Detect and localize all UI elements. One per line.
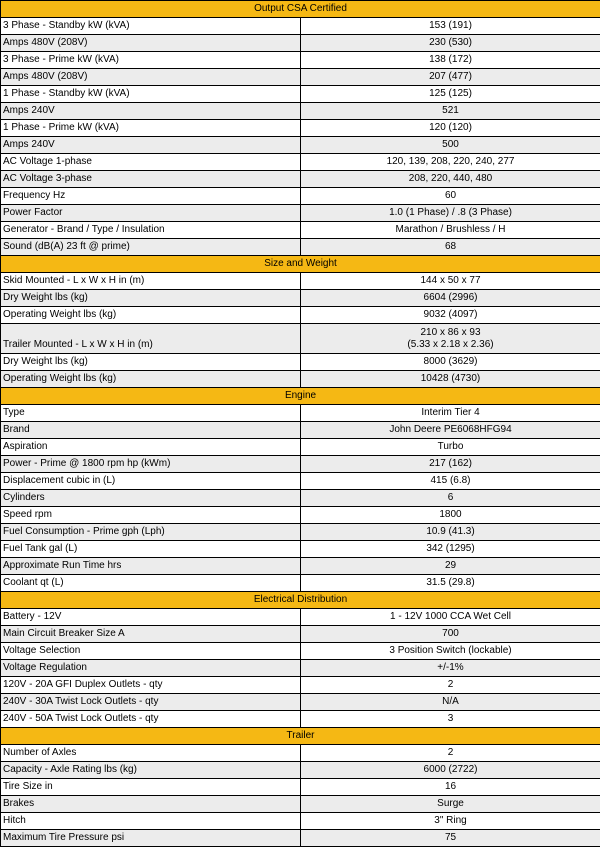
spec-value: 125 (125) <box>301 86 600 103</box>
section-title: Engine <box>1 388 600 405</box>
spec-label: Power - Prime @ 1800 rpm hp (kWm) <box>1 456 301 473</box>
table-row <box>1 290 600 307</box>
table-row <box>1 745 600 762</box>
spec-label: Voltage Selection <box>1 643 301 660</box>
spec-label: Amps 240V <box>1 137 301 154</box>
spec-value: 3 Position Switch (lockable) <box>301 643 600 660</box>
section-header-row <box>1 1 600 18</box>
table-row <box>1 796 600 813</box>
spec-label: Power Factor <box>1 205 301 222</box>
table-row <box>1 405 600 422</box>
table-row <box>1 69 600 86</box>
spec-value: 16 <box>301 779 600 796</box>
spec-value: 10428 (4730) <box>301 371 600 388</box>
spec-label: 3 Phase - Standby kW (kVA) <box>1 18 301 35</box>
spec-label: Amps 480V (208V) <box>1 69 301 86</box>
table-row <box>1 779 600 796</box>
spec-label: Voltage Regulation <box>1 660 301 677</box>
spec-value: Surge <box>301 796 600 813</box>
table-row <box>1 711 600 728</box>
spec-value: 120, 139, 208, 220, 240, 277 <box>301 154 600 171</box>
spec-value <box>301 324 600 354</box>
table-row <box>1 154 600 171</box>
spec-label: 240V - 30A Twist Lock Outlets - qty <box>1 694 301 711</box>
spec-value: 1800 <box>301 507 600 524</box>
table-row <box>1 456 600 473</box>
spec-value: 1 - 12V 1000 CCA Wet Cell <box>301 609 600 626</box>
spec-label: Sound (dB(A) 23 ft @ prime) <box>1 239 301 256</box>
spec-label: Brand <box>1 422 301 439</box>
spec-label: Generator - Brand / Type / Insulation <box>1 222 301 239</box>
spec-value: Marathon / Brushless / H <box>301 222 600 239</box>
spec-label: Approximate Run Time hrs <box>1 558 301 575</box>
spec-value: 120 (120) <box>301 120 600 137</box>
spec-label: Operating Weight lbs (kg) <box>1 371 301 388</box>
spec-value: 207 (477) <box>301 69 600 86</box>
table-row <box>1 626 600 643</box>
spec-value: +/-1% <box>301 660 600 677</box>
spec-value: 10.9 (41.3) <box>301 524 600 541</box>
section-header-row <box>1 592 600 609</box>
spec-label: Tire Size in <box>1 779 301 796</box>
spec-value: 68 <box>301 239 600 256</box>
spec-value: 500 <box>301 137 600 154</box>
spec-value: 415 (6.8) <box>301 473 600 490</box>
spec-label: Displacement cubic in (L) <box>1 473 301 490</box>
section-title: Trailer <box>1 728 600 745</box>
spec-value-line: 210 x 86 x 93 <box>303 327 598 339</box>
table-row <box>1 524 600 541</box>
spec-label: AC Voltage 3-phase <box>1 171 301 188</box>
spec-value: 2 <box>301 745 600 762</box>
spec-value: 217 (162) <box>301 456 600 473</box>
spec-value: 31.5 (29.8) <box>301 575 600 592</box>
table-row <box>1 830 600 847</box>
spec-label: 120V - 20A GFI Duplex Outlets - qty <box>1 677 301 694</box>
section-title: Electrical Distribution <box>1 592 600 609</box>
spec-label: Skid Mounted - L x W x H in (m) <box>1 273 301 290</box>
spec-label: AC Voltage 1-phase <box>1 154 301 171</box>
spec-label: Aspiration <box>1 439 301 456</box>
table-row <box>1 609 600 626</box>
table-row <box>1 120 600 137</box>
spec-label: Main Circuit Breaker Size A <box>1 626 301 643</box>
table-row <box>1 35 600 52</box>
spec-value: N/A <box>301 694 600 711</box>
spec-label: 3 Phase - Prime kW (kVA) <box>1 52 301 69</box>
section-title: Output CSA Certified <box>1 1 600 18</box>
spec-label: Coolant qt (L) <box>1 575 301 592</box>
spec-label: Cylinders <box>1 490 301 507</box>
spec-label: Fuel Consumption - Prime gph (Lph) <box>1 524 301 541</box>
table-row <box>1 188 600 205</box>
spec-label: Dry Weight lbs (kg) <box>1 290 301 307</box>
table-row <box>1 86 600 103</box>
spec-label: 240V - 50A Twist Lock Outlets - qty <box>1 711 301 728</box>
table-row <box>1 575 600 592</box>
spec-value: 75 <box>301 830 600 847</box>
spec-label: Amps 240V <box>1 103 301 120</box>
table-row <box>1 473 600 490</box>
spec-value: 6604 (2996) <box>301 290 600 307</box>
spec-value: 8000 (3629) <box>301 354 600 371</box>
spec-value: John Deere PE6068HFG94 <box>301 422 600 439</box>
spec-value: 153 (191) <box>301 18 600 35</box>
section-header-row <box>1 388 600 405</box>
spec-value: Turbo <box>301 439 600 456</box>
table-row <box>1 558 600 575</box>
spec-value: 9032 (4097) <box>301 307 600 324</box>
spec-value: 521 <box>301 103 600 120</box>
spec-value: 230 (530) <box>301 35 600 52</box>
spec-label: Amps 480V (208V) <box>1 35 301 52</box>
table-row <box>1 694 600 711</box>
spec-label: Capacity - Axle Rating lbs (kg) <box>1 762 301 779</box>
spec-label: Frequency Hz <box>1 188 301 205</box>
table-row <box>1 507 600 524</box>
table-row <box>1 677 600 694</box>
spec-label: Type <box>1 405 301 422</box>
table-row <box>1 490 600 507</box>
table-row <box>1 222 600 239</box>
spec-value: Interim Tier 4 <box>301 405 600 422</box>
table-row <box>1 307 600 324</box>
table-row <box>1 371 600 388</box>
spec-value: 29 <box>301 558 600 575</box>
spec-value: 6 <box>301 490 600 507</box>
spec-label: Fuel Tank gal (L) <box>1 541 301 558</box>
section-header-row <box>1 256 600 273</box>
spec-label: Hitch <box>1 813 301 830</box>
spec-table-body <box>1 1 600 847</box>
spec-value: 6000 (2722) <box>301 762 600 779</box>
spec-label: Dry Weight lbs (kg) <box>1 354 301 371</box>
table-row <box>1 52 600 69</box>
table-row <box>1 103 600 120</box>
spec-value-line: (5.33 x 2.18 x 2.36) <box>303 339 598 351</box>
spec-label: 1 Phase - Standby kW (kVA) <box>1 86 301 103</box>
spec-label: Operating Weight lbs (kg) <box>1 307 301 324</box>
spec-label: Maximum Tire Pressure psi <box>1 830 301 847</box>
table-row <box>1 354 600 371</box>
table-row <box>1 762 600 779</box>
spec-value: 700 <box>301 626 600 643</box>
spec-value: 3 <box>301 711 600 728</box>
spec-value: 60 <box>301 188 600 205</box>
spec-value: 342 (1295) <box>301 541 600 558</box>
table-row <box>1 324 600 354</box>
spec-label: Speed rpm <box>1 507 301 524</box>
spec-label: 1 Phase - Prime kW (kVA) <box>1 120 301 137</box>
spec-value: 3" Ring <box>301 813 600 830</box>
section-header-row <box>1 728 600 745</box>
table-row <box>1 541 600 558</box>
section-title: Size and Weight <box>1 256 600 273</box>
spec-value: 208, 220, 440, 480 <box>301 171 600 188</box>
table-row <box>1 439 600 456</box>
spec-value: 1.0 (1 Phase) / .8 (3 Phase) <box>301 205 600 222</box>
spec-value: 138 (172) <box>301 52 600 69</box>
spec-label: Number of Axles <box>1 745 301 762</box>
table-row <box>1 137 600 154</box>
table-row <box>1 813 600 830</box>
table-row <box>1 422 600 439</box>
spec-value: 2 <box>301 677 600 694</box>
table-row <box>1 273 600 290</box>
table-row <box>1 239 600 256</box>
table-row <box>1 643 600 660</box>
spec-label: Brakes <box>1 796 301 813</box>
table-row <box>1 18 600 35</box>
spec-label: Trailer Mounted - L x W x H in (m) <box>1 324 301 354</box>
spec-value: 144 x 50 x 77 <box>301 273 600 290</box>
spec-label: Battery - 12V <box>1 609 301 626</box>
table-row <box>1 171 600 188</box>
table-row <box>1 660 600 677</box>
table-row <box>1 205 600 222</box>
